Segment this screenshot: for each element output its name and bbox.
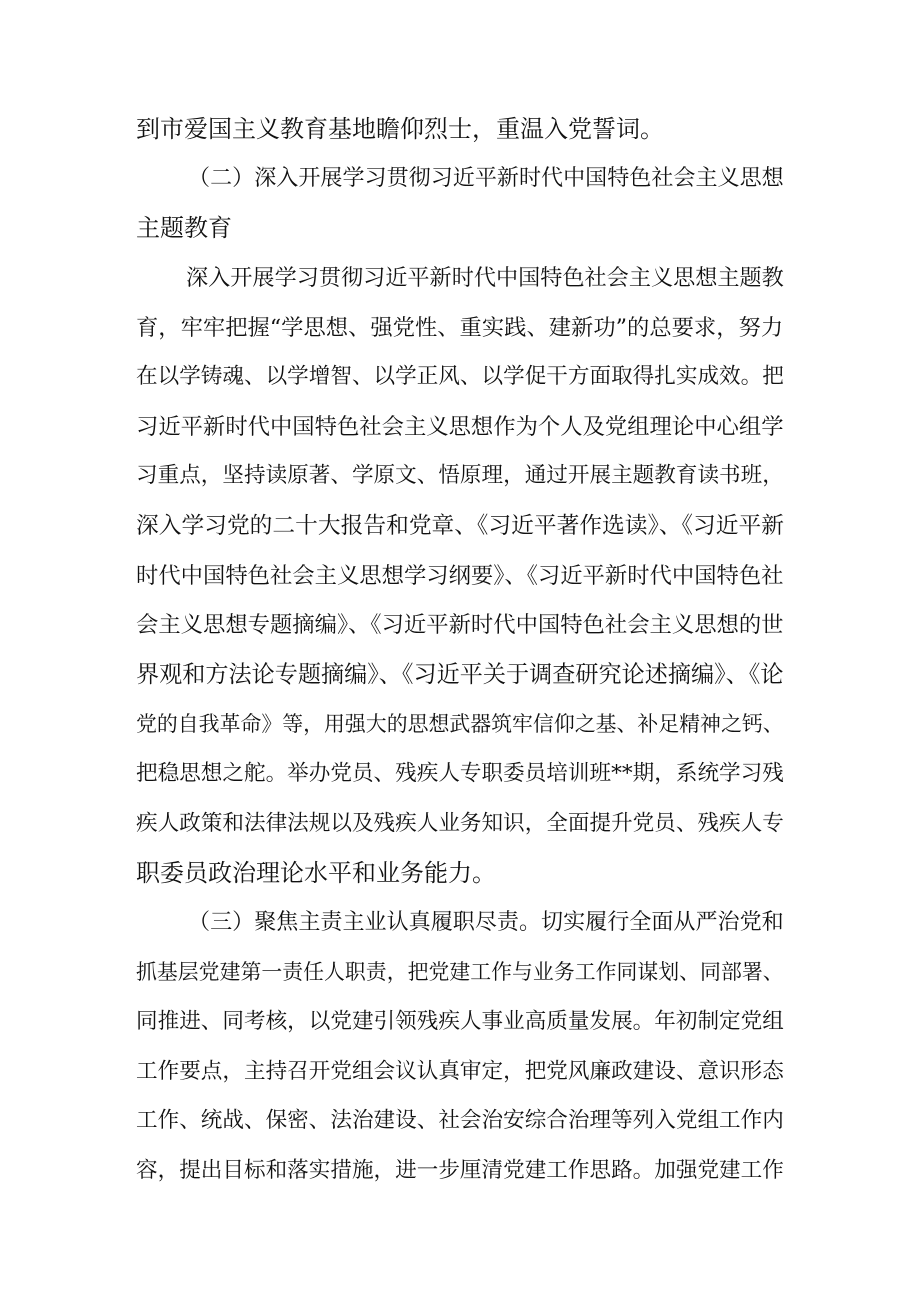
- text-line: 党的自我革命》等，用强大的思想武器筑牢信仰之基、补足精神之钙、: [136, 712, 784, 736]
- text-line: 深入学习党的二十大报告和党章、《习近平著作选读》、《习近平新: [136, 513, 784, 539]
- section-heading-2: （二）深入开展学习贯彻习近平新时代中国特色社会主义思想: [188, 166, 784, 191]
- text-line: 习近平新时代中国特色社会主义思想作为个人及党组理论中心组学: [136, 414, 784, 440]
- text-line: 抓基层党建第一责任人职责，把党建工作与业务工作同谋划、同部署、: [136, 960, 784, 984]
- text-line: 在以学铸魂、以学增智、以学正风、以学促干方面取得扎实成效。把: [136, 364, 784, 389]
- text-line: 疾人政策和法律法规以及残疾人业务知识，全面提升党员、残疾人专: [136, 811, 784, 836]
- text-line: 界观和方法论专题摘编》、《习近平关于调查研究论述摘编》、《论: [136, 662, 784, 688]
- text-line: 工作、统战、保密、法治建设、社会治安综合治理等列入党组工作内: [136, 1108, 784, 1133]
- section-heading-3: （三）聚焦主责主业认真履职尽责。切实履行全面从严治党和: [188, 910, 784, 935]
- text-line: 习重点，坚持读原著、学原文、悟原理，通过开展主题教育读书班，: [136, 463, 784, 488]
- text-line: 时代中国特色社会主义思想学习纲要》、《习近平新时代中国特色社: [136, 563, 784, 589]
- text-line: 同推进、同考核，以党建引领残疾人事业高质量发展。年初制定党组: [136, 1009, 784, 1034]
- text-line: 育，牢牢把握“学思想、强党性、重实践、建新功”的总要求，努力: [136, 315, 784, 341]
- text-line: 会主义思想专题摘编》、《习近平新时代中国特色社会主义思想的世: [136, 612, 784, 638]
- text-line: 到市爱国主义教育基地瞻仰烈士，重温入党誓词。: [136, 115, 664, 143]
- text-line: 职委员政治理论水平和业务能力。: [136, 859, 496, 887]
- text-line: 容，提出目标和落实措施，进一步厘清党建工作思路。加强党建工作: [136, 1158, 784, 1183]
- section-heading-2-cont: 主题教育: [136, 214, 232, 242]
- text-line: 把稳思想之舵。举办党员、残疾人专职委员培训班**期，系统学习残: [136, 761, 784, 786]
- paragraph-first-line: 深入开展学习贯彻习近平新时代中国特色社会主义思想主题教: [186, 265, 784, 291]
- text-line: 工作要点，主持召开党组会议认真审定，把党风廉政建设、意识形态: [136, 1059, 784, 1084]
